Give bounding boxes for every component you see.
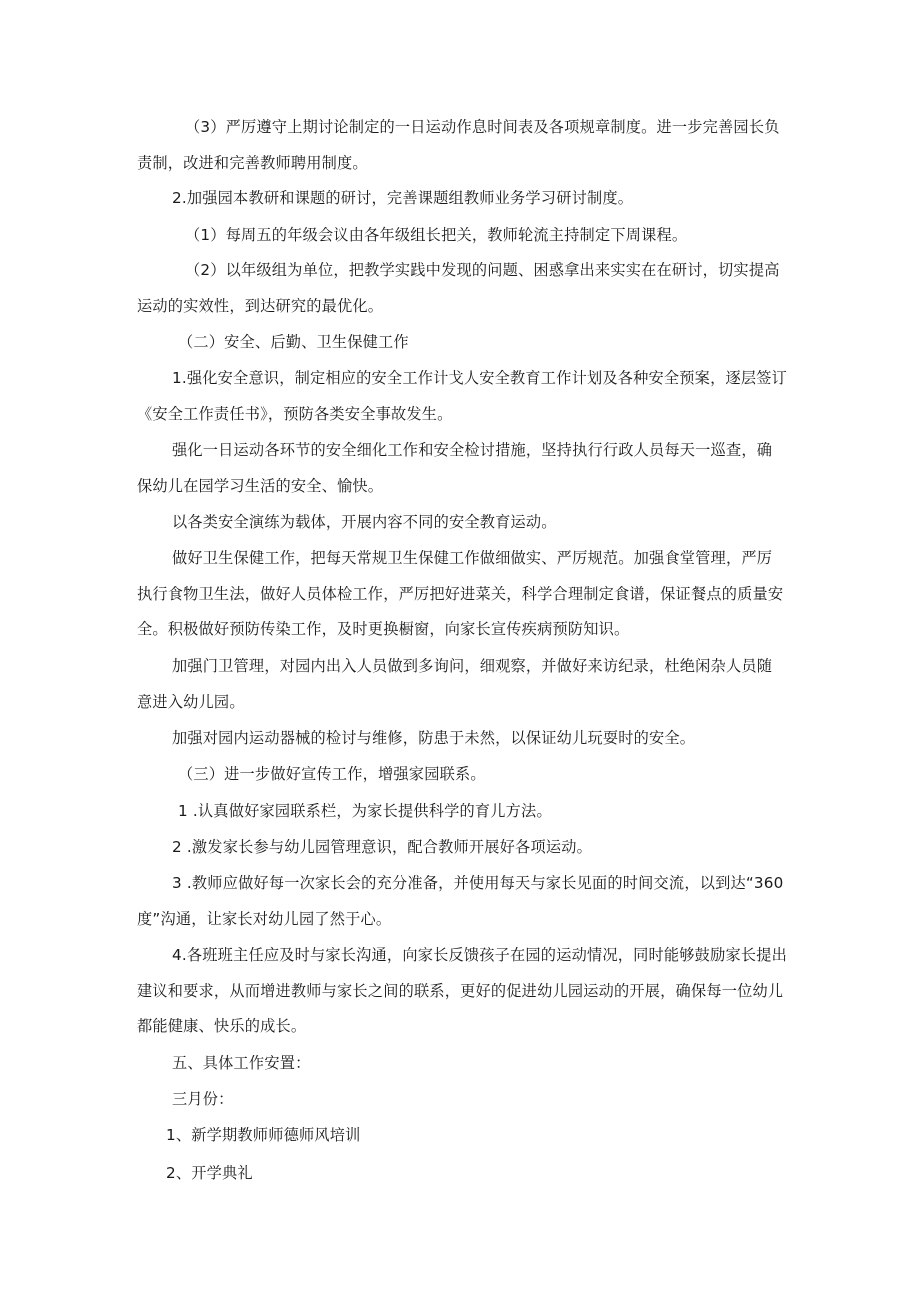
paragraph-parent-meetings: 3 .教师应做好每一次家长会的充分准备，并使用每天与家长见面的时间交流，以到达“360度”沟通，让家长对幼儿园了然于心。: [137, 874, 784, 928]
paragraph-safety-drills: 以各类安全演练为载体，开展内容不同的安全教育运动。: [172, 513, 557, 531]
paragraph-daily-safety: 强化一日运动各环节的安全细化工作和安全检讨措施，坚持执行行政人员每天一巡查，确保幼儿在园学习生活的安全、愉快。: [137, 441, 773, 495]
paragraph-weekly-meeting: （1）每周五的年级会议由各年级组长把关，教师轮流主持制定下周课程。: [185, 226, 688, 244]
paragraph-contact-board: 1 .认真做好家园联系栏，为家长提供科学的育儿方法。: [178, 802, 552, 820]
paragraph-health-care: 做好卫生保健工作，把每天常规卫生保健工作做细做实、严厉规范。加强食堂管理，严厉执行食物卫生法，做好人员体检工作，严厉把好进菜关，科学合理制定食谱，保证餐点的质量安全。积极做好预防传染工作，及时更换橱窗，向家长宣传疾病预防知识。: [137, 549, 784, 638]
paragraph-teacher-communication: 4.各班班主任应及时与家长沟通，向家长反馈孩子在园的运动情况，同时能够鼓励家长提出建议和要求，从而增进教师与家长之间的联系，更好的促进幼儿园运动的开展，确保每一位幼儿都能健康、快乐的成长。: [137, 946, 788, 1035]
heading-march: 三月份：: [172, 1090, 234, 1108]
paragraph-equipment-maintenance: 加强对园内运动器械的检讨与维修，防患于未然，以保证幼儿玩耍时的安全。: [172, 729, 696, 747]
paragraph-rules: （3）严厉遵守上期讨论制定的一日运动作息时间表及各项规章制度。进一步完善园长负责制，改进和完善教师聘用制度。: [137, 118, 780, 172]
paragraph-safety-awareness: 1.强化安全意识，制定相应的安全工作计戈人安全教育工作计划及各种安全预案，逐层签订《安全工作责任书》，预防各类安全事故发生。: [137, 369, 788, 423]
paragraph-gate-management: 加强门卫管理，对园内出入人员做到多询问，细观察，并做好来访纪录，杜绝闲杂人员随意进入幼儿园。: [137, 657, 773, 711]
section-heading-publicity: （三）进一步做好宣传工作，增强家园联系。: [178, 765, 486, 783]
section-heading-arrangements: 五、具体工作安置：: [172, 1054, 311, 1072]
list-item-opening-ceremony: 2、开学典礼: [166, 1164, 253, 1182]
section-heading-safety: （二）安全、后勤、卫生保健工作: [178, 333, 409, 351]
paragraph-parent-participation: 2 .激发家长参与幼儿园管理意识，配合教师开展好各项运动。: [172, 838, 592, 856]
list-item-ethics-training: 1、新学期教师师德师风培训: [166, 1126, 361, 1144]
paragraph-grade-research: （2）以年级组为单位，把教学实践中发现的问题、困惑拿出来实实在在研讨，切实提高运动的实效性，到达研究的最优化。: [137, 261, 780, 315]
paragraph-research-heading: 2.加强园本教研和课题的研讨，完善课题组教师业务学习研讨制度。: [172, 189, 634, 207]
